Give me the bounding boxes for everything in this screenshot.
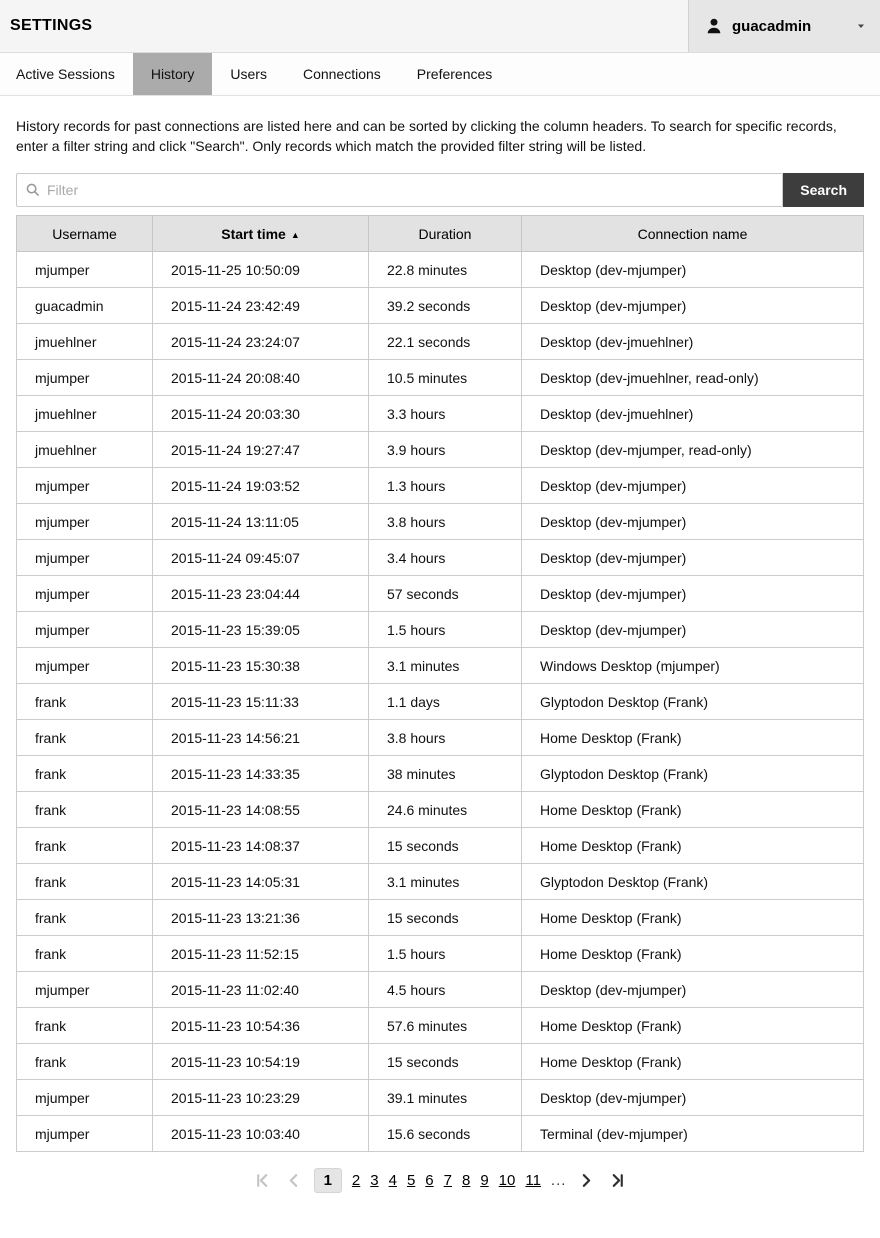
history-description: History records for past connections are listed here and can be sorted by clicking the column headers. To search for specific records, enter a filter string and click "Search". Only records which match the provided filter string will be listed.	[16, 118, 837, 154]
table-row	[17, 504, 864, 540]
cell-duration: 10.5 minutes	[369, 360, 522, 396]
table-row	[17, 396, 864, 432]
page-number-6[interactable]: 6	[425, 1172, 434, 1189]
cell-start-time: 2015-11-24 23:42:49	[153, 288, 369, 324]
table-row	[17, 792, 864, 828]
cell-username: frank	[17, 756, 153, 792]
cell-start-time: 2015-11-23 14:08:55	[153, 792, 369, 828]
cell-start-time: 2015-11-23 23:04:44	[153, 576, 369, 612]
cell-duration: 57 seconds	[369, 576, 522, 612]
cell-start-time: 2015-11-23 10:54:36	[153, 1008, 369, 1044]
cell-start-time: 2015-11-24 19:03:52	[153, 468, 369, 504]
sort-ascending-icon: ▲	[290, 229, 300, 240]
table-row	[17, 1080, 864, 1116]
table-row	[17, 648, 864, 684]
table-row	[17, 828, 864, 864]
cell-connection-name: Desktop (dev-jmuehlner, read-only)	[522, 360, 864, 396]
cell-duration: 1.5 hours	[369, 612, 522, 648]
tab-bar	[0, 53, 880, 96]
table-header-row	[17, 216, 864, 252]
cell-start-time: 2015-11-24 23:24:07	[153, 324, 369, 360]
cell-duration: 15.6 seconds	[369, 1116, 522, 1152]
cell-duration: 1.5 hours	[369, 936, 522, 972]
cell-start-time: 2015-11-23 14:05:31	[153, 864, 369, 900]
cell-connection-name: Desktop (dev-jmuehlner)	[522, 324, 864, 360]
table-row	[17, 1116, 864, 1152]
previous-page-button[interactable]	[283, 1172, 304, 1189]
app-header	[0, 0, 880, 53]
content	[0, 116, 880, 1193]
cell-connection-name: Desktop (dev-mjumper)	[522, 468, 864, 504]
table-row	[17, 756, 864, 792]
cell-duration: 3.3 hours	[369, 396, 522, 432]
table-row	[17, 360, 864, 396]
cell-connection-name: Desktop (dev-mjumper)	[522, 504, 864, 540]
last-page-button[interactable]	[607, 1172, 628, 1189]
cell-username: frank	[17, 1008, 153, 1044]
cell-username: frank	[17, 900, 153, 936]
cell-start-time: 2015-11-24 13:11:05	[153, 504, 369, 540]
cell-duration: 1.3 hours	[369, 468, 522, 504]
table-row	[17, 684, 864, 720]
page-number-8[interactable]: 8	[461, 1172, 471, 1189]
cell-start-time: 2015-11-24 19:27:47	[153, 432, 369, 468]
cell-start-time: 2015-11-23 10:03:40	[153, 1116, 369, 1152]
page-number-11[interactable]: 11	[525, 1172, 541, 1189]
page-number-10[interactable]: 10	[498, 1172, 516, 1189]
table-row	[17, 900, 864, 936]
cell-duration: 24.6 minutes	[369, 792, 522, 828]
cell-duration: 3.1 minutes	[369, 864, 522, 900]
cell-duration: 4.5 hours	[369, 972, 522, 1008]
search-button[interactable]: Search	[783, 173, 864, 207]
table-row	[17, 972, 864, 1008]
cell-duration: 3.8 hours	[369, 720, 522, 756]
cell-username: frank	[17, 720, 153, 756]
page-number-2[interactable]: 2	[351, 1172, 361, 1189]
cell-username: jmuehlner	[17, 324, 153, 360]
page-number-5[interactable]: 5	[406, 1172, 416, 1189]
cell-duration: 57.6 minutes	[369, 1008, 522, 1044]
cell-start-time: 2015-11-23 10:54:19	[153, 1044, 369, 1080]
cell-duration: 15 seconds	[369, 900, 522, 936]
cell-connection-name: Glyptodon Desktop (Frank)	[522, 756, 864, 792]
table-row	[17, 432, 864, 468]
cell-connection-name: Desktop (dev-mjumper)	[522, 252, 864, 288]
cell-duration: 1.1 days	[369, 684, 522, 720]
next-page-button[interactable]	[576, 1172, 597, 1189]
cell-username: mjumper	[17, 648, 153, 684]
cell-username: frank	[17, 936, 153, 972]
cell-connection-name: Home Desktop (Frank)	[522, 828, 864, 864]
cell-duration: 15 seconds	[369, 1044, 522, 1080]
cell-username: mjumper	[17, 468, 153, 504]
cell-connection-name: Home Desktop (Frank)	[522, 720, 864, 756]
table-row	[17, 720, 864, 756]
cell-duration: 3.4 hours	[369, 540, 522, 576]
cell-username: mjumper	[17, 360, 153, 396]
table-row	[17, 540, 864, 576]
cell-connection-name: Home Desktop (Frank)	[522, 1044, 864, 1080]
caret-down-icon	[856, 21, 866, 31]
cell-start-time: 2015-11-25 10:50:09	[153, 252, 369, 288]
cell-duration: 3.1 minutes	[369, 648, 522, 684]
cell-username: jmuehlner	[17, 396, 153, 432]
table-row	[17, 612, 864, 648]
table-row	[17, 324, 864, 360]
cell-username: mjumper	[17, 972, 153, 1008]
cell-duration: 3.8 hours	[369, 504, 522, 540]
cell-username: mjumper	[17, 504, 153, 540]
cell-connection-name: Desktop (dev-mjumper, read-only)	[522, 432, 864, 468]
cell-start-time: 2015-11-23 14:08:37	[153, 828, 369, 864]
page-number-4[interactable]: 4	[388, 1172, 397, 1189]
cell-connection-name: Desktop (dev-mjumper)	[522, 972, 864, 1008]
cell-start-time: 2015-11-23 11:02:40	[153, 972, 369, 1008]
column-header-duration[interactable]: Duration	[369, 216, 522, 252]
cell-start-time: 2015-11-23 15:39:05	[153, 612, 369, 648]
history-table	[16, 215, 864, 1152]
cell-connection-name: Desktop (dev-mjumper)	[522, 576, 864, 612]
column-header-connection-name[interactable]: Connection name	[522, 216, 864, 252]
cell-username: jmuehlner	[17, 432, 153, 468]
history-table-body	[17, 252, 864, 1152]
filter-input[interactable]	[47, 182, 782, 198]
cell-start-time: 2015-11-23 14:33:35	[153, 756, 369, 792]
cell-duration: 22.8 minutes	[369, 252, 522, 288]
table-row	[17, 252, 864, 288]
table-row	[17, 468, 864, 504]
cell-connection-name: Desktop (dev-mjumper)	[522, 1080, 864, 1116]
cell-start-time: 2015-11-24 09:45:07	[153, 540, 369, 576]
cell-username: mjumper	[17, 252, 153, 288]
tab-preferences[interactable]: Preferences	[416, 66, 493, 82]
column-header-start-time[interactable]: Start time ▲	[153, 216, 369, 252]
cell-username: guacadmin	[17, 288, 153, 324]
cell-start-time: 2015-11-23 15:30:38	[153, 648, 369, 684]
table-row	[17, 1044, 864, 1080]
cell-username: mjumper	[17, 1116, 153, 1152]
cell-connection-name: Desktop (dev-mjumper)	[522, 540, 864, 576]
user-icon	[705, 17, 723, 35]
page-title: SETTINGS	[10, 17, 93, 34]
cell-start-time: 2015-11-23 10:23:29	[153, 1080, 369, 1116]
cell-username: mjumper	[17, 576, 153, 612]
cell-connection-name: Desktop (dev-jmuehlner)	[522, 396, 864, 432]
table-row	[17, 1008, 864, 1044]
page-number-3[interactable]: 3	[370, 1172, 379, 1189]
cell-start-time: 2015-11-23 13:21:36	[153, 900, 369, 936]
page-number-current[interactable]: 1	[314, 1168, 342, 1193]
cell-username: frank	[17, 792, 153, 828]
filter-input-wrap	[16, 173, 783, 207]
tab-history[interactable]: History	[133, 53, 213, 95]
cell-duration: 22.1 seconds	[369, 324, 522, 360]
cell-connection-name: Home Desktop (Frank)	[522, 792, 864, 828]
tab-active-sessions[interactable]: Active Sessions	[16, 66, 115, 82]
cell-username: frank	[17, 1044, 153, 1080]
cell-username: mjumper	[17, 540, 153, 576]
cell-connection-name: Home Desktop (Frank)	[522, 1008, 864, 1044]
cell-start-time: 2015-11-23 11:52:15	[153, 936, 369, 972]
cell-username: frank	[17, 828, 153, 864]
cell-username: mjumper	[17, 1080, 153, 1116]
cell-start-time: 2015-11-24 20:08:40	[153, 360, 369, 396]
cell-duration: 39.2 seconds	[369, 288, 522, 324]
cell-connection-name: Desktop (dev-mjumper)	[522, 612, 864, 648]
table-row	[17, 864, 864, 900]
user-menu[interactable]	[688, 0, 880, 52]
cell-duration: 38 minutes	[369, 756, 522, 792]
cell-connection-name: Glyptodon Desktop (Frank)	[522, 864, 864, 900]
cell-start-time: 2015-11-24 20:03:30	[153, 396, 369, 432]
cell-duration: 3.9 hours	[369, 432, 522, 468]
cell-connection-name: Home Desktop (Frank)	[522, 900, 864, 936]
filter-bar	[16, 173, 864, 207]
cell-username: frank	[17, 684, 153, 720]
cell-connection-name: Home Desktop (Frank)	[522, 936, 864, 972]
page-links	[314, 1168, 541, 1193]
first-page-button[interactable]	[252, 1172, 273, 1189]
cell-connection-name: Terminal (dev-mjumper)	[522, 1116, 864, 1152]
table-row	[17, 576, 864, 612]
cell-connection-name: Windows Desktop (mjumper)	[522, 648, 864, 684]
user-name: guacadmin	[732, 17, 812, 35]
column-header-username[interactable]: Username	[17, 216, 153, 252]
page-ellipsis: ...	[550, 1172, 567, 1189]
page-number-9[interactable]: 9	[480, 1172, 489, 1189]
table-row	[17, 288, 864, 324]
cell-duration: 15 seconds	[369, 828, 522, 864]
table-row	[17, 936, 864, 972]
page-number-7[interactable]: 7	[443, 1172, 452, 1189]
cell-connection-name: Glyptodon Desktop (Frank)	[522, 684, 864, 720]
search-icon	[25, 182, 41, 198]
cell-username: mjumper	[17, 612, 153, 648]
cell-duration: 39.1 minutes	[369, 1080, 522, 1116]
cell-start-time: 2015-11-23 14:56:21	[153, 720, 369, 756]
pagination	[16, 1168, 864, 1193]
cell-connection-name: Desktop (dev-mjumper)	[522, 288, 864, 324]
tab-connections[interactable]: Connections	[302, 66, 381, 82]
cell-start-time: 2015-11-23 15:11:33	[153, 684, 369, 720]
cell-username: frank	[17, 864, 153, 900]
tab-users[interactable]: Users	[230, 66, 267, 82]
